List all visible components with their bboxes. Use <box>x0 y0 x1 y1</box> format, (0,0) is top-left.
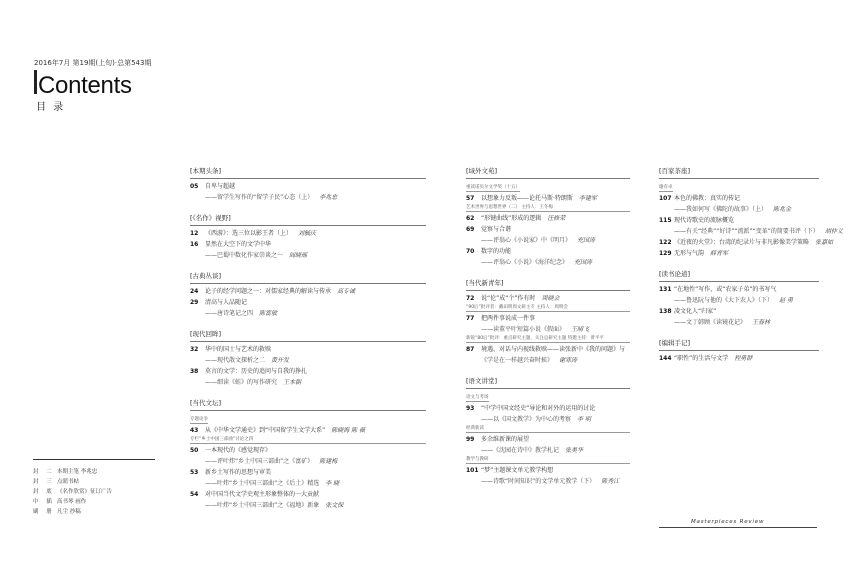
entry-author: 周晓会 <box>541 295 560 302</box>
entry-author: 陈富敏 <box>259 310 278 317</box>
entry-title: 把两件事说成一件事 <box>481 315 536 322</box>
page-number: 50 <box>190 447 199 454</box>
credit-key: 刷 册 <box>33 509 55 515</box>
page-number: 16 <box>190 241 199 248</box>
entry-title: 说“伦”成“个”作有时 <box>481 295 536 302</box>
entry-subtitle: ——诗歌“时间知识”的文学单元教学（下） <box>481 478 596 485</box>
toc-entry[interactable] <box>190 239 426 250</box>
entry-subtitle-row <box>190 250 426 261</box>
entry-subtitle: ——《沈园在诗中》教学札记 <box>481 447 560 454</box>
entry-author: 充国涛 <box>574 259 593 266</box>
subsection-tag: 教学与教研 <box>466 456 630 464</box>
page-subtitle: 目 录 <box>36 102 66 113</box>
entry-title: 境遇、对话与内视线救赎——读张新中《我的问题》与 <box>481 346 626 353</box>
toc-section <box>190 398 426 511</box>
entry-title: “在地性”写作，或“农家子弟”的书写气 <box>674 286 777 293</box>
page-number: 72 <box>466 295 475 302</box>
toc-entry[interactable] <box>659 237 834 248</box>
toc-entry[interactable] <box>466 465 630 476</box>
credit-row <box>33 467 155 477</box>
page-number: 32 <box>190 346 199 353</box>
entry-author: 陈兆金 <box>773 206 792 213</box>
toc-section <box>466 376 630 487</box>
entry-subtitle-row <box>190 308 426 319</box>
entry-subtitle: ——巴蜀中数化作家崇谈之一 <box>205 252 284 259</box>
toc-entry[interactable] <box>466 246 630 257</box>
page-number: 29 <box>190 299 199 306</box>
section-tag: 谢有卓 <box>659 185 673 190</box>
toc-entry[interactable] <box>659 353 819 364</box>
magazine-brand: Masterpieces Review <box>691 519 765 525</box>
toc-section <box>190 166 426 203</box>
section-tag: 专题论争 <box>190 417 208 422</box>
page-number: 62 <box>466 215 475 222</box>
issue-info: 2016年7月 第19期(上旬)·总第543期 <box>34 59 152 67</box>
section-heading: [百家茶座] <box>659 166 819 179</box>
entry-title: 自卑与超越 <box>205 183 236 190</box>
entry-title: 一本现代的《感觉现存》 <box>205 447 272 454</box>
toc-entry[interactable] <box>190 366 426 377</box>
entry-title: 本色的佛教：真实的传记 <box>674 195 741 202</box>
page-number: 115 <box>659 217 672 224</box>
entry-author: 陈秀江 <box>601 478 620 485</box>
credit-value: 点睛书帖 <box>57 479 80 485</box>
entry-title: “梦”主题课文单元教学构想 <box>481 467 554 474</box>
entry-subtitle-row <box>190 377 426 388</box>
entry-author: 高专诚 <box>337 288 356 295</box>
entry-subtitle: ——评叶炜“乡土中国三部曲”之《富矿》 <box>205 458 314 465</box>
entry-title: 《近夜的火堂》：台湾的纪录片与非凡影像美学策略 <box>674 239 810 246</box>
page-title: Contents <box>38 72 132 99</box>
entry-title: 《西游》：选三位以影王者（上） <box>205 230 293 237</box>
entry-title: “形键曲线”形成的逻辑 <box>481 215 542 222</box>
toc-entry[interactable] <box>466 313 630 324</box>
credit-key: 封 底 <box>33 489 55 495</box>
toc-section <box>190 271 426 319</box>
entry-subtitle-row <box>466 235 630 246</box>
entry-title: 华中的国士与艺术的救赎 <box>205 346 272 353</box>
entry-author: 李建军 <box>578 195 597 202</box>
toc-entry[interactable] <box>190 181 426 192</box>
page-number: 24 <box>190 288 199 295</box>
entry-title: 数字的功能 <box>481 248 512 255</box>
entry-title: 从《中华文学通史》到“中国留学生文学大系” <box>205 427 326 434</box>
entry-author: 汪修荣 <box>547 215 566 222</box>
page-number: 53 <box>190 469 199 476</box>
entry-subtitle: ——叶炜“乡土中国三部曲”之《后土》精选 <box>205 480 320 487</box>
entry-title: 无形与气韵 <box>674 250 705 257</box>
toc-entry[interactable] <box>190 425 426 436</box>
section-heading: [当代新青年] <box>466 278 630 291</box>
toc-section <box>466 278 630 366</box>
toc-section <box>659 166 843 259</box>
page-number: 69 <box>466 226 475 233</box>
toc-section <box>659 338 819 364</box>
page-number: 43 <box>190 427 199 434</box>
entry-subtitle: ——留学生写作的“留学子民”心态（上） <box>205 194 314 201</box>
entry-subtitle-row <box>190 192 426 203</box>
entry-author: 张文保 <box>325 502 344 509</box>
entry-title: “中学中国文经史”导论和对外的运用的讨论 <box>481 405 596 412</box>
entry-subtitle: ——文丁韩顾《读镜花记》 <box>674 319 747 326</box>
toc-entry[interactable] <box>659 248 819 259</box>
section-heading: [读书论道] <box>659 269 819 282</box>
credit-row <box>33 507 155 517</box>
page-number: 05 <box>190 183 199 190</box>
entry-subtitle-row <box>466 414 630 425</box>
toc-column-1 <box>190 166 426 521</box>
toc-section <box>190 213 426 261</box>
entry-author: 胡仲义 <box>824 228 843 235</box>
entry-subtitle: ——叶炜“乡土中国三部曲”之《福地》新象 <box>205 502 320 509</box>
entry-title: 清高与人品随记 <box>205 299 248 306</box>
page-number: 77 <box>466 315 475 322</box>
page-number: 87 <box>466 346 475 353</box>
toc-entry[interactable] <box>466 293 630 304</box>
toc-section <box>659 269 819 328</box>
toc-entry[interactable] <box>466 224 630 235</box>
entry-author: 薛青军 <box>710 250 729 257</box>
section-heading: [域外文苑] <box>466 166 630 179</box>
page-number: 129 <box>659 250 672 257</box>
page-number: 144 <box>659 355 672 362</box>
page-number: 70 <box>466 248 475 255</box>
subsection-tag: 新锐“80后”批评：重点研究主题，关注总研究主题 特邀主持：黄平平 <box>466 335 630 343</box>
toc-entry[interactable] <box>190 467 426 478</box>
subsection-tag: 艺术世界与思想世界（二） 主持人：王冬梅 <box>466 204 630 212</box>
credit-value: 高书琴 画作 <box>57 499 87 505</box>
page-number: 54 <box>190 491 199 498</box>
entry-subtitle-row <box>466 355 630 366</box>
entry-subtitle-row <box>659 204 819 215</box>
entry-subtitle: ——细读《蛙》的写作研究 <box>205 379 278 386</box>
toc-entry[interactable] <box>190 489 426 500</box>
page-number: 131 <box>659 286 672 293</box>
page-number: 101 <box>466 467 479 474</box>
entry-subtitle: ——我如何写《佛陀的故事》（上） <box>674 206 768 213</box>
toc-entry[interactable] <box>466 434 630 445</box>
page-number: 38 <box>190 368 199 375</box>
entry-author: 张嘉如 <box>815 239 834 246</box>
toc-entry[interactable] <box>190 228 426 239</box>
credit-row <box>33 497 155 507</box>
brand-rule <box>659 527 817 528</box>
entry-author: 刘毓庆 <box>298 230 317 237</box>
entry-subtitle-row <box>659 317 819 328</box>
section-heading: [本期头条] <box>190 166 426 179</box>
entry-subtitle: ——评翁心《小说》《海洋纪念》 <box>481 259 569 266</box>
toc-entry[interactable] <box>659 306 819 317</box>
entry-subtitle: ——唐诗笔记之四 <box>205 310 254 317</box>
credit-row <box>33 487 155 497</box>
entry-subtitle: ——有关“经典”“好诗”“流派”“变革”的简要书评（下） <box>674 228 819 235</box>
subsection-tag: 专栏“乡土中国三部曲”讨论之四 <box>190 436 426 444</box>
credit-value: 《名作欣赏》征订广告 <box>57 489 113 495</box>
entry-title: 凌文化人“归家” <box>674 308 717 315</box>
entry-subtitle: ——现代散文探析之二 <box>205 357 266 364</box>
entry-subtitle-row <box>466 445 630 456</box>
toc-entry[interactable] <box>190 445 426 456</box>
subsection-tag: 经典新读 <box>466 425 630 433</box>
section-heading: [现代回眸] <box>190 329 426 342</box>
credit-key: 封 三 <box>33 479 55 485</box>
credit-row <box>33 477 155 487</box>
entry-subtitle-row <box>466 257 630 268</box>
entry-subtitle: 《学是在一样越兴奋时候》 <box>481 357 554 364</box>
entry-title: 觉察与合谐 <box>481 226 512 233</box>
toc-entry[interactable] <box>190 286 426 297</box>
entry-author: 充国涛 <box>577 237 596 244</box>
section-tag: 语文与考场 <box>466 395 489 400</box>
entry-author: 王晴飞 <box>571 326 590 333</box>
toc-entry[interactable] <box>659 215 819 226</box>
header-accent-bar <box>34 70 37 94</box>
entry-subtitle-row <box>190 456 426 467</box>
entry-subtitle-row <box>466 324 630 335</box>
entry-subtitle-row <box>659 295 819 306</box>
entry-author: 赵 勇 <box>779 297 793 304</box>
page-number: 107 <box>659 195 672 202</box>
entry-title: “职性”的生活与文学 <box>674 355 729 362</box>
toc-entry[interactable] <box>466 344 630 355</box>
toc-entry[interactable] <box>190 297 426 308</box>
toc-column-2 <box>466 166 630 497</box>
section-tag: 重读诺贝尔文学奖（十五） <box>466 185 520 190</box>
page-number: 138 <box>659 308 672 315</box>
entry-author: 王春林 <box>752 319 771 326</box>
entry-author: 阎晓瑶 <box>289 252 308 259</box>
toc-entry[interactable] <box>466 403 630 414</box>
entry-title: 现代诗歌史的流脉概览 <box>674 217 735 224</box>
entry-title: 显然在大空下的文学中华 <box>205 241 272 248</box>
page-number: 99 <box>466 436 475 443</box>
entry-author: 程勇群 <box>734 355 753 362</box>
credits-box <box>33 459 155 517</box>
entry-subtitle: ——评翁心《小说家》中《明月》 <box>481 237 572 244</box>
credit-value: 凡尘 抄稿 <box>57 509 81 515</box>
credit-key: 中 插 <box>33 499 55 505</box>
section-heading: [古典丛谈] <box>190 271 426 284</box>
entry-subtitle-row <box>190 478 426 489</box>
entry-subtitle-row <box>466 476 630 487</box>
entry-title: 论子的经学问题之一：对儒家经典的解读与传承 <box>205 288 332 295</box>
page-number: 93 <box>466 405 475 412</box>
entry-author: 黄开发 <box>271 357 290 364</box>
toc-entry[interactable] <box>659 193 819 204</box>
entry-author: 张美华 <box>565 447 584 454</box>
entry-author: 陈建梅 <box>319 458 338 465</box>
entry-subtitle-row <box>190 500 426 511</box>
section-heading: [当代文坛] <box>190 398 426 411</box>
entry-author: 李 明 <box>577 416 591 423</box>
toc-entry[interactable] <box>190 344 426 355</box>
entry-author: 李 晓 <box>325 480 340 487</box>
toc-section <box>466 166 630 268</box>
entry-title: 以想象力反叛——论托马斯·特朗斯 <box>481 195 573 202</box>
entry-title: 对中国当代文学史观主形象整体的一大贡献 <box>205 491 320 498</box>
entry-subtitle: ——以《国文教学》为中心的考察 <box>481 416 572 423</box>
page-number: 57 <box>466 195 475 202</box>
entry-subtitle: ——鲁迅阮与他的《大下农人》（下） <box>674 297 774 304</box>
entry-author: 陈晓海 陈 薇 <box>331 427 366 434</box>
toc-entry[interactable] <box>466 213 630 224</box>
entry-subtitle-row <box>190 355 426 366</box>
entry-author: 王本朝 <box>283 379 302 386</box>
section-heading: [编辑手记] <box>659 338 819 351</box>
credit-key: 封 二 <box>33 469 55 475</box>
section-heading: [《名作》视野] <box>190 213 426 226</box>
toc-entry[interactable] <box>659 284 819 295</box>
entry-title: 多余维新课的展望 <box>481 436 530 443</box>
toc-section <box>190 329 426 388</box>
page-number: 12 <box>190 230 199 237</box>
credit-value: 本期主笔 李兆忠 <box>57 469 98 475</box>
entry-subtitle-row <box>659 226 843 237</box>
subsection-tag: “90后”批评者：戴田明周文研主专 主持人：周明会 <box>466 304 630 312</box>
entry-author: 李兆忠 <box>319 194 338 201</box>
entry-title: 新乡土写作的思想与审美 <box>205 469 272 476</box>
toc-column-3 <box>659 166 843 374</box>
entry-author: 谢寒涛 <box>559 357 578 364</box>
toc-entry[interactable] <box>466 193 630 204</box>
page-number: 122 <box>659 239 672 246</box>
entry-title: 莫言的文学：历史的追问与自我的挣扎 <box>205 368 308 375</box>
entry-subtitle: ——读董平叶短篇小说《假面》 <box>481 326 566 333</box>
section-heading: [语文讲堂] <box>466 376 630 389</box>
